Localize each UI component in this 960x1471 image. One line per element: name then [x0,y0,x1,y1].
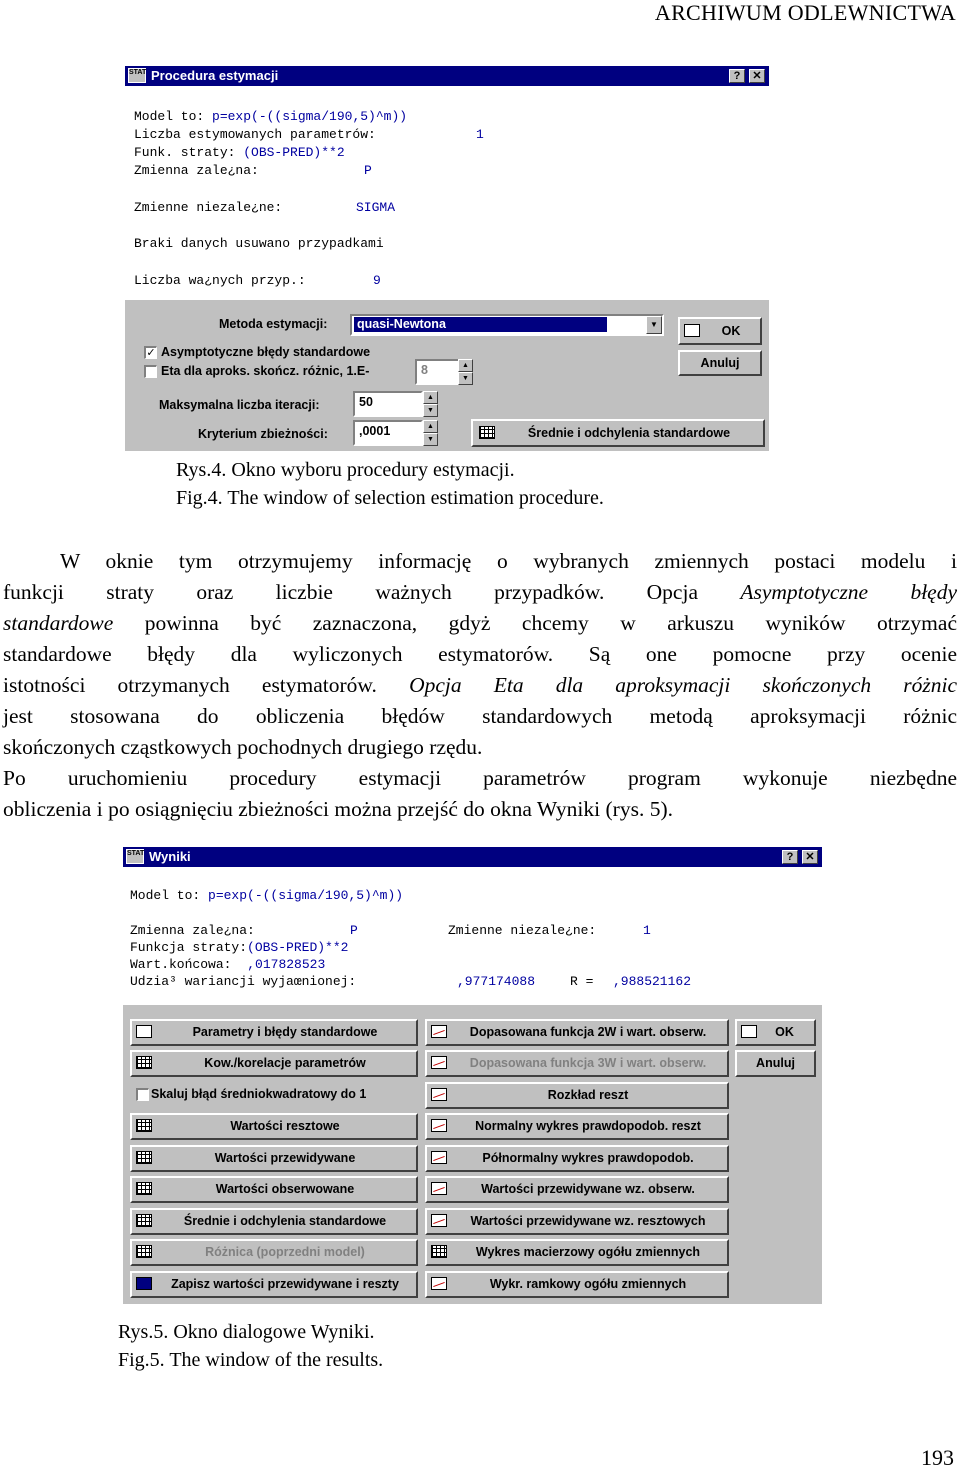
scale-mse-label: Skaluj błąd średniokwadratowy do 1 [151,1087,367,1101]
table-icon [136,1151,152,1164]
text-line: standardowe błędy dla wyliczonych estymatorów. Są one pomocne przy ocenie [3,642,957,666]
conv-input[interactable]: ,0001 [353,420,423,446]
spin-up-icon: ▲ [458,359,473,372]
help-button[interactable]: ? [782,850,798,864]
fig4-caption-en: Fig.4. The window of selection estimation procedure. [176,487,604,509]
valid-label: Liczba wa¿nych przyp.: [134,273,306,288]
results-window [123,847,822,1304]
means-sd-button[interactable]: Średnie i odchylenia standardowe [130,1208,418,1235]
model-line: Model to: p=exp(-((sigma/190,5)^m)) [134,109,408,124]
ok-button[interactable]: OK [678,317,762,345]
floppy-disk-icon [136,1277,152,1290]
loss-value: (OBS-PRED)**2 [247,940,349,955]
app-icon: STAT [128,68,146,83]
halfnormal-plot-icon [431,1151,447,1164]
box-plot-icon [431,1277,447,1290]
line-chart-icon [431,1025,447,1038]
table-icon [136,1182,152,1195]
indep-label: Zmienne niezale¿ne: [134,200,283,215]
nparams-label: Liczba estymowanych parametrów: [134,127,376,142]
chevron-down-icon[interactable]: ▼ [646,316,662,334]
save-predicted-button[interactable]: Zapisz wartości przewidywane i reszty [130,1271,418,1298]
fig4-caption-pl: Rys.4. Okno wyboru procedury estymacji. [176,459,515,481]
normal-plot-icon [431,1119,447,1132]
observed-button[interactable]: Wartości obserwowane [130,1176,418,1203]
fit-3w-button[interactable]: Dopasowana funkcja 3W i wart. obserw. [425,1050,729,1077]
spin-down-icon: ▼ [423,404,438,417]
text-line: jest stosowana do obliczenia błędów standardowych metodą aproksymacji różnic [3,704,957,728]
scale-mse-checkbox[interactable] [136,1088,149,1101]
spin-down-icon: ▼ [458,372,473,385]
close-button[interactable]: ✕ [802,850,818,864]
help-button[interactable]: ? [729,69,745,83]
params-errors-button[interactable]: Parametry i błędy standardowe [130,1019,418,1046]
sum-icon [741,1025,757,1038]
scatter-plot-icon [431,1182,447,1195]
dep-label: Zmienna zale¿na: [130,923,255,938]
table-icon [136,1056,152,1069]
model-value: p=exp(-((sigma/190,5)^m)) [212,109,408,124]
loss-value: (OBS-PRED)**2 [243,145,345,160]
halfnormal-plot-button[interactable]: Półnormalny wykres prawdopodob. [425,1145,729,1172]
dep-value: P [364,163,372,178]
fig5-caption-pl: Rys.5. Okno dialogowe Wyniki. [118,1321,375,1343]
eta-label: Eta dla aproks. skończ. różnic, 1.E- [161,364,370,378]
indep-value: SIGMA [356,200,396,215]
fig5-caption-en: Fig.5. The window of the results. [118,1349,384,1371]
table-icon [136,1214,152,1227]
final-value: ,017828523 [247,957,326,972]
means-sd-button[interactable]: Średnie i odchylenia standardowe [471,419,765,447]
page-number: 193 [921,1445,954,1470]
method-label: Metoda estymacji: [219,317,328,331]
difference-button[interactable]: Różnica (poprzedni model) [130,1239,418,1266]
surface-chart-icon [431,1056,447,1069]
controls-panel [125,300,769,451]
conv-spinner[interactable] [423,420,438,446]
cov-corr-button[interactable]: Kow./korelacje parametrów [130,1050,418,1077]
pred-vs-obs-button[interactable]: Wartości przewidywane wz. obserw. [425,1176,729,1203]
predicted-button[interactable]: Wartości przewidywane [130,1145,418,1172]
nparams-value: 1 [476,127,484,142]
text-line: funkcji straty oraz liczbie ważnych przypadków. Opcja Asymptotyczne błędy [3,580,958,604]
spin-up-icon: ▲ [423,391,438,404]
model-line: Model to: p=exp(-((sigma/190,5)^m)) [130,888,404,903]
text-line: W oknie tym otrzymujemy informację o wybranych zmiennych postaci modelu i [60,549,957,573]
body-paragraph [3,546,957,825]
spin-up-icon: ▲ [423,420,438,433]
normal-plot-button[interactable]: Normalny wykres prawdopodob. reszt [425,1113,729,1140]
text-line: obliczenia i po osiągnięciu zbieżności można przejść do okna Wyniki (rys. 5). [3,797,673,821]
journal-header: ARCHIWUM ODLEWNICTWA [654,0,956,25]
loss-line: Funkcja straty:(OBS-PRED)**2 [130,940,349,955]
r-label: R = [570,974,594,989]
window-title: Wyniki [149,849,191,864]
fit-2w-button[interactable]: Dopasowana funkcja 2W i wart. obserw. [425,1019,729,1046]
ok-button[interactable]: OK [735,1019,816,1046]
missing-data-text: Braki danych usuwano przypadkami [134,236,384,251]
valid-value: 9 [373,273,381,288]
sum-icon [136,1025,152,1038]
text-line: skończonych cząstkowych pochodnych drugiego rzędu. [3,735,483,759]
loss-line: Funk. straty: (OBS-PRED)**2 [134,145,345,160]
var-explained-value: ,977174088 [457,974,536,989]
matrix-plot-button[interactable]: Wykres macierzowy ogółu zmiennych [425,1239,729,1266]
model-value: p=exp(-((sigma/190,5)^m)) [208,888,404,903]
text-line: istotności otrzymanych estymatorów. Opcja Eta dla aproksymacji skończonych różnic [3,673,957,697]
indep-value: 1 [643,923,651,938]
conv-label: Kryterium zbieżności: [198,427,328,441]
table-icon [136,1119,152,1132]
residuals-button[interactable]: Wartości resztowe [130,1113,418,1140]
table-icon [479,426,495,439]
dep-value: P [350,923,358,938]
window-titlebar [123,847,822,867]
cancel-button[interactable]: Anuluj [678,350,762,376]
box-plot-button[interactable]: Wykr. ramkowy ogółu zmiennych [425,1271,729,1298]
window-title: Procedura estymacji [151,68,279,83]
indep-label: Zmienne niezale¿ne: [448,923,597,938]
residual-dist-button[interactable]: Rozkład reszt [425,1082,729,1109]
cancel-button[interactable]: Anuluj [735,1050,816,1077]
matrix-plot-icon [431,1245,447,1258]
maxiter-input[interactable]: 50 [353,391,423,417]
dep-label: Zmienna zale¿na: [134,163,259,178]
asym-checkbox[interactable]: ✓ [144,346,157,359]
app-icon: STAT [126,849,144,864]
method-value: quasi-Newtona [354,317,607,332]
window-titlebar [125,66,769,86]
pred-vs-resid-button[interactable]: Wartości przewidywane wz. resztowych [425,1208,729,1235]
eta-spinner[interactable] [458,359,473,385]
eta-checkbox[interactable] [144,365,157,378]
spin-down-icon: ▼ [423,433,438,446]
histogram-icon [431,1088,447,1101]
results-buttons-panel [123,1005,822,1304]
method-select[interactable] [350,314,664,336]
final-line: Wart.końcowa: ,017828523 [130,957,326,972]
estimation-procedure-window [125,66,769,451]
close-button[interactable]: ✕ [749,69,765,83]
var-explained-label: Udzia³ wariancji wyjaœnionej: [130,974,357,989]
asym-label: Asymptotyczne błędy standardowe [161,345,371,359]
text-line: Po uruchomieniu procedury estymacji parametrów program wykonuje niezbędne [3,766,957,790]
maxiter-label: Maksymalna liczba iteracji: [159,398,320,412]
text-line: standardowe powinna być zaznaczona, gdyż chcemy w arkuszu wyników otrzymać [3,611,957,635]
maxiter-spinner[interactable] [423,391,438,417]
table-icon [136,1245,152,1258]
eta-input[interactable]: 8 [415,359,461,385]
r-value: ,988521162 [613,974,692,989]
sum-icon [684,324,700,337]
scatter-plot-icon [431,1214,447,1227]
